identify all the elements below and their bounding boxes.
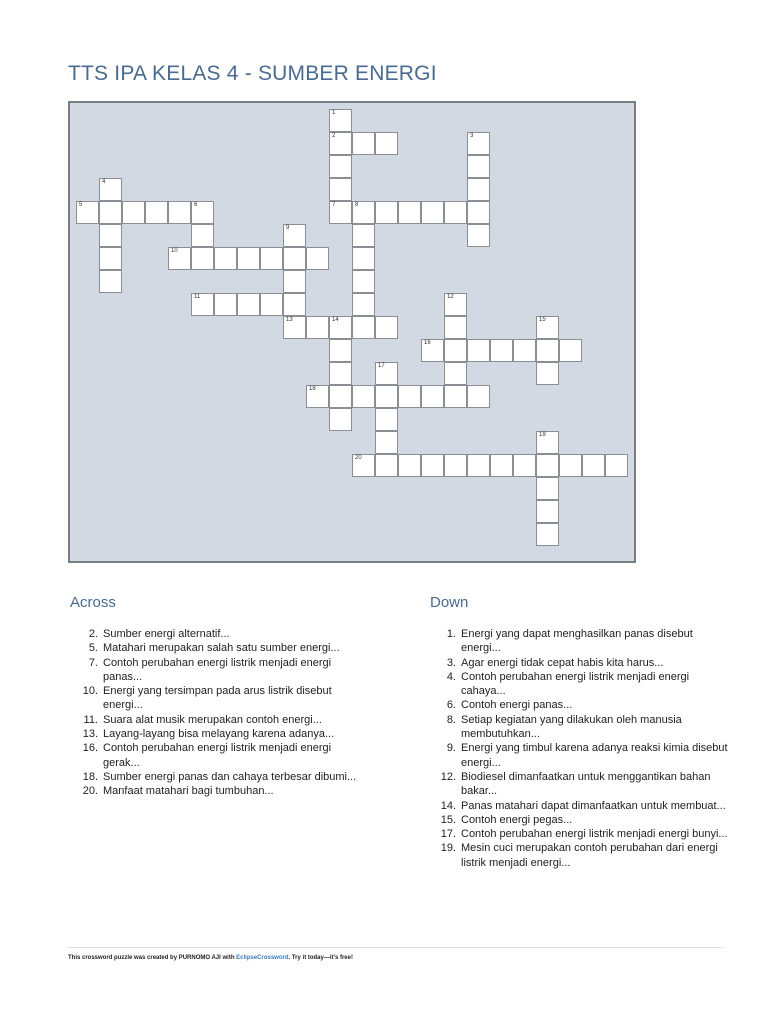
down-clue: [428, 741, 728, 770]
grid-cell[interactable]: [306, 316, 329, 339]
clue-text: Contoh energi pegas...: [461, 813, 573, 826]
grid-cell[interactable]: [444, 454, 467, 477]
cell-number: 10: [171, 248, 178, 254]
grid-cell[interactable]: [467, 339, 490, 362]
grid-cell[interactable]: [467, 385, 490, 408]
clue-text: Suara alat musik merupakan contoh energi...: [103, 713, 322, 726]
down-clue: [428, 670, 728, 699]
grid-cell[interactable]: [421, 339, 444, 362]
clue-text: Manfaat matahari bagi tumbuhan...: [103, 785, 274, 798]
cell-number: 2: [332, 133, 336, 139]
cell-number: 3: [470, 133, 474, 139]
clue-number: 6.: [446, 699, 456, 712]
cell-number: 4: [102, 179, 106, 185]
clue-number: 13.: [82, 728, 98, 741]
cell-number: 14: [332, 317, 339, 323]
across-clue-list: [70, 627, 370, 799]
clue-text: Layang-layang bisa melayang karena adanya...: [103, 728, 335, 741]
clue-number: 7.: [88, 656, 98, 669]
down-clue: [428, 698, 728, 712]
grid-cell[interactable]: [329, 316, 352, 339]
clue-number: 11.: [83, 713, 98, 726]
clue-text: Sumber energi alternatif...: [103, 628, 230, 640]
clue-number: 8.: [446, 713, 456, 726]
grid-cell[interactable]: [375, 454, 398, 477]
grid-cell[interactable]: [559, 454, 582, 477]
clue-number: 5.: [88, 642, 98, 655]
grid-cell[interactable]: [237, 247, 260, 270]
grid-cell[interactable]: [444, 339, 467, 362]
cell-number: 8: [355, 202, 359, 208]
cell-number: 19: [539, 432, 546, 438]
grid-cell[interactable]: [145, 201, 168, 224]
clue-number: 2.: [88, 628, 98, 640]
down-clue: [428, 799, 728, 813]
grid-cell[interactable]: [191, 201, 214, 224]
grid-cell[interactable]: [444, 293, 467, 316]
clue-number: 16.: [82, 742, 98, 755]
grid-cell[interactable]: [398, 201, 421, 224]
clue-number: 18.: [82, 770, 98, 783]
grid-cell[interactable]: [513, 454, 536, 477]
across-heading: Across: [70, 594, 116, 611]
grid-cell[interactable]: [329, 339, 352, 362]
clue-text: Energi yang timbul karena adanya reaksi kimia disebut energi...: [461, 742, 728, 769]
grid-cell[interactable]: [191, 224, 214, 247]
grid-cell[interactable]: [352, 316, 375, 339]
clue-number: 1.: [446, 628, 456, 640]
clue-text: Biodiesel dimanfaatkan untuk menggantikan bahan bakar...: [461, 770, 711, 798]
grid-cell[interactable]: [191, 247, 214, 270]
grid-cell[interactable]: [375, 362, 398, 385]
across-clue: [70, 770, 370, 784]
grid-cell[interactable]: [283, 247, 306, 270]
grid-cell[interactable]: [329, 408, 352, 431]
cell-number: 9: [286, 225, 290, 231]
clue-number: 10.: [82, 685, 98, 698]
grid-cell[interactable]: [467, 132, 490, 155]
grid-cell[interactable]: [375, 132, 398, 155]
clue-text: Panas matahari dapat dimanfaatkan untuk membuat...: [461, 799, 726, 812]
grid-cell[interactable]: [582, 454, 605, 477]
cell-number: 11: [194, 294, 201, 300]
grid-cell[interactable]: [536, 431, 559, 454]
grid-cell[interactable]: [99, 270, 122, 293]
grid-cell[interactable]: [490, 339, 513, 362]
clue-text: Contoh perubahan energi listrik menjadi energi cahaya...: [461, 670, 690, 698]
grid-cell[interactable]: [329, 109, 352, 132]
cell-number: 13: [286, 317, 293, 323]
grid-cell[interactable]: [214, 247, 237, 270]
grid-cell[interactable]: [99, 224, 122, 247]
grid-cell[interactable]: [444, 201, 467, 224]
clue-number: 9.: [446, 742, 456, 755]
footer-link[interactable]: EclipseCrossword: [236, 955, 289, 961]
grid-cell[interactable]: [283, 270, 306, 293]
clue-number: 3.: [446, 656, 456, 669]
cell-number: 1: [332, 110, 336, 116]
grid-cell[interactable]: [329, 132, 352, 155]
grid-cell[interactable]: [260, 293, 283, 316]
grid-cell[interactable]: [352, 454, 375, 477]
grid-cell[interactable]: [306, 385, 329, 408]
across-clue: [70, 741, 370, 770]
grid-cell[interactable]: [490, 454, 513, 477]
cell-number: 7: [332, 202, 336, 208]
across-clue: [70, 641, 370, 655]
grid-cell[interactable]: [260, 247, 283, 270]
crossword-grid: [68, 101, 636, 563]
clue-number: 19.: [440, 842, 456, 855]
grid-cell[interactable]: [467, 178, 490, 201]
grid-cell[interactable]: [122, 201, 145, 224]
clue-number: 14.: [440, 799, 456, 812]
page-title: TTS IPA KELAS 4 - SUMBER ENERGI: [68, 62, 437, 85]
clue-text: Contoh perubahan energi listrik menjadi energi panas...: [103, 656, 332, 683]
down-heading: Down: [430, 594, 469, 611]
cell-number: 18: [309, 386, 316, 392]
grid-cell[interactable]: [375, 431, 398, 454]
grid-cell[interactable]: [398, 385, 421, 408]
grid-cell[interactable]: [467, 155, 490, 178]
across-clue: [70, 727, 370, 741]
down-clue: [428, 627, 728, 656]
across-clue: [70, 713, 370, 727]
down-clue: [428, 713, 728, 742]
footer-divider: [68, 947, 723, 948]
grid-cell[interactable]: [513, 339, 536, 362]
grid-cell[interactable]: [536, 477, 559, 500]
cell-number: 17: [378, 363, 385, 369]
grid-cell[interactable]: [329, 362, 352, 385]
clue-number: 15.: [440, 813, 456, 826]
clue-number: 20.: [82, 785, 98, 798]
grid-cell[interactable]: [444, 362, 467, 385]
down-clue: [428, 813, 728, 827]
clue-text: Contoh perubahan energi listrik menjadi energi bunyi...: [461, 828, 728, 841]
grid-cell[interactable]: [536, 523, 559, 546]
clue-text: Contoh energi panas...: [461, 699, 573, 712]
footer-credit: [68, 955, 353, 961]
grid-cell[interactable]: [306, 247, 329, 270]
grid-cell[interactable]: [421, 385, 444, 408]
grid-cell[interactable]: [467, 224, 490, 247]
clue-text: Setiap kegiatan yang dilakukan oleh manusia membutuhkan...: [461, 713, 682, 741]
grid-cell[interactable]: [352, 270, 375, 293]
clue-text: Agar energi tidak cepat habis kita harus...: [461, 656, 664, 669]
grid-cell[interactable]: [375, 385, 398, 408]
grid-cell[interactable]: [605, 454, 628, 477]
grid-cell[interactable]: [76, 201, 99, 224]
grid-cell[interactable]: [99, 247, 122, 270]
cell-number: 15: [539, 317, 546, 323]
clue-number: 17.: [440, 828, 456, 841]
grid-cell[interactable]: [536, 500, 559, 523]
grid-cell[interactable]: [421, 454, 444, 477]
grid-cell[interactable]: [352, 293, 375, 316]
grid-cell[interactable]: [375, 316, 398, 339]
down-clue-list: [428, 627, 728, 870]
clue-text: Matahari merupakan salah satu sumber energi...: [103, 642, 340, 655]
down-clue: [428, 656, 728, 670]
grid-cell[interactable]: [536, 316, 559, 339]
grid-cell[interactable]: [467, 201, 490, 224]
grid-cell[interactable]: [352, 224, 375, 247]
grid-cell[interactable]: [99, 201, 122, 224]
grid-cell[interactable]: [467, 454, 490, 477]
clue-number: 4.: [446, 670, 456, 683]
down-clue: [428, 770, 728, 799]
grid-cell[interactable]: [398, 454, 421, 477]
grid-cell[interactable]: [329, 385, 352, 408]
grid-cell[interactable]: [168, 201, 191, 224]
grid-cell[interactable]: [375, 201, 398, 224]
clue-number: 12.: [440, 770, 456, 783]
across-clue: [70, 784, 370, 798]
across-clue: [70, 684, 370, 713]
grid-cell[interactable]: [444, 316, 467, 339]
grid-cell[interactable]: [536, 362, 559, 385]
grid-cell[interactable]: [191, 293, 214, 316]
grid-cell[interactable]: [329, 155, 352, 178]
grid-cell[interactable]: [283, 316, 306, 339]
grid-cell[interactable]: [375, 408, 398, 431]
clue-text: Mesin cuci merupakan contoh perubahan dari energi listrik menjadi energi...: [461, 842, 718, 869]
down-clue: [428, 841, 728, 870]
grid-cell[interactable]: [352, 385, 375, 408]
footer-suffix: . Try it today—it's free!: [288, 955, 353, 961]
grid-cell[interactable]: [329, 178, 352, 201]
footer-prefix: This crossword puzzle was created by PURNOMO AJI with: [68, 955, 237, 961]
grid-cell[interactable]: [168, 247, 191, 270]
grid-cell[interactable]: [536, 339, 559, 362]
grid-cell[interactable]: [536, 454, 559, 477]
grid-cell[interactable]: [214, 293, 237, 316]
grid-cell[interactable]: [99, 178, 122, 201]
grid-cell[interactable]: [352, 201, 375, 224]
clue-text: Contoh perubahan energi listrik menjadi energi gerak...: [103, 742, 332, 769]
grid-cell[interactable]: [237, 293, 260, 316]
down-clue: [428, 827, 728, 841]
clue-text: Energi yang tersimpan pada arus listrik disebut energi...: [103, 685, 332, 712]
across-clue: [70, 627, 370, 641]
cell-number: 12: [447, 294, 454, 300]
grid-cell[interactable]: [283, 293, 306, 316]
grid-cell[interactable]: [444, 385, 467, 408]
grid-cell[interactable]: [352, 132, 375, 155]
cell-number: 20: [355, 455, 362, 461]
grid-cell[interactable]: [352, 247, 375, 270]
cell-number: 6: [194, 202, 198, 208]
clue-text: Energi yang dapat menghasilkan panas disebut energi...: [461, 628, 693, 655]
grid-cell[interactable]: [283, 224, 306, 247]
across-clue: [70, 656, 370, 685]
clue-text: Sumber energi panas dan cahaya terbesar dibumi...: [103, 770, 357, 783]
cell-number: 5: [79, 202, 83, 208]
grid-cell[interactable]: [559, 339, 582, 362]
grid-cell[interactable]: [421, 201, 444, 224]
grid-cell[interactable]: [329, 201, 352, 224]
cell-number: 16: [424, 340, 431, 346]
